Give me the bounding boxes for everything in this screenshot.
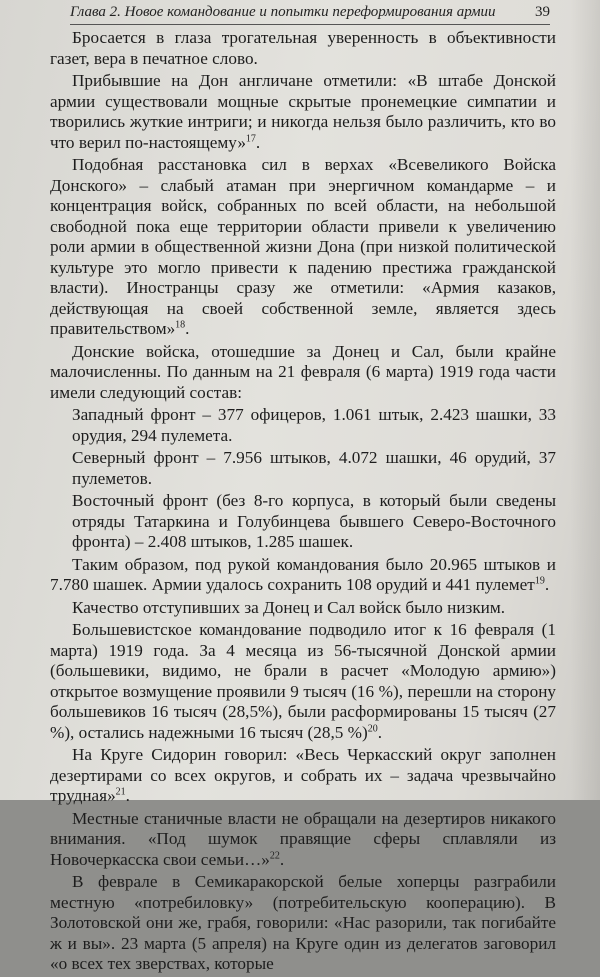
paragraph-text: Бросается в глаза трогательная уверенность в объективности газет, вера в печатное слово. <box>50 28 556 68</box>
paragraph <box>50 872 556 975</box>
paragraph-text: Восточный фронт (без 8-го корпуса, в который были сведены отряды Татаркина и Голубинцева бывшего Северо-Восточного фронта) – 2.408 штыков, 1.285 шашек. <box>72 491 556 551</box>
paragraph-text: Большевистское командование подводило итог к 16 февраля (1 марта) 1919 года. За 4 месяца из 56-тысячной Донской армии (большевики, видимо, не брали в расчет «Молодую армию») открытое возмущение проявили 9 тысяч (16 %), перешли на сторону большевиков 16 тысяч (28,5%), были расформированы 15 тысяч (27 %), остались надежными 16 тысяч (28,5 %) <box>50 620 556 742</box>
paragraph-text: Северный фронт – 7.956 штыков, 4.072 шашки, 46 орудий, 37 пулеметов. <box>72 448 556 488</box>
paragraph-text: Качество отступивших за Донец и Сал войск было низким. <box>72 597 506 617</box>
chapter-title: Глава 2. Новое командование и попытки переформирования армии <box>70 4 496 20</box>
paragraph: Таким образом, под рукой командования было 20.965 штыков и 7.780 шашек. Армии удалось сохранить 108 орудий и 441 пулемет$^{19}$. <box>50 554 556 594</box>
paragraph-text: Донские войска, отошедшие за Донец и Сал, были крайне малочисленны. По данным на 21 февраля (6 марта) 1919 года части имели следующий состав: <box>50 341 556 402</box>
paragraph-text: Таким образом, под рукой командования было 20.965 штыков и 7.780 шашек. Армии удалось сохранить 108 орудий и 441 пулемет <box>50 554 556 594</box>
paragraph <box>50 598 556 619</box>
paragraph: Большевистское командование подводило итог к 16 февраля (1 марта) 1919 года. За 4 месяца из 56-тысячной Донской армии (большевики, видимо, не брали в расчет «Молодую армию») открытое возмущение проявили 9 тысяч (16 %), перешли на сторону большевиков 16 тысяч (28,5%), были расформированы 15 тысяч (27 %), остались надежными 16 тысяч (28,5 %)$^{20}$. <box>50 620 556 742</box>
page-number: 39 <box>535 4 550 20</box>
paragraph-text: На Круге Сидорин говорил: «Весь Черкасский округ заполнен дезертирами со всех округов, и собрать их – задача чрезвычайно трудная» <box>50 745 556 805</box>
footnote-ref: 20 <box>367 722 378 734</box>
paragraph: Местные станичные власти не обращали на дезертиров никакого внимания. «Под шумок правящие сферы сплавляли из Новочеркасска свои семьи…»$^{22}$. <box>50 808 556 869</box>
paragraph-text: Прибывшие на Дон англичане отметили: «В штабе Донской армии существовали мощные скрытые пронемецкие симпатии и творились жуткие интриги; и никогда нельзя было различить, кто во что верил по-настоящему» <box>50 71 556 152</box>
paragraph <box>72 405 556 446</box>
footnote-ref: 22 <box>269 849 280 861</box>
paragraph <box>72 491 556 553</box>
footnote-ref: 17 <box>245 132 256 144</box>
footnote-ref: 21 <box>115 786 126 798</box>
paragraph-text: Западный фронт – 377 офицеров, 1.061 штык, 2.423 шашки, 33 орудия, 294 пулемета. <box>72 405 556 445</box>
paragraph: Прибывшие на Дон англичане отметили: «В штабе Донской армии существовали мощные скрытые пронемецкие симпатии и творились жуткие интриги; и никогда нельзя было различить, кто во что верил по-настоящему»$^{17}$. <box>50 71 556 152</box>
paragraph-text: Подобная расстановка сил в верхах «Всевеликого Войска Донского» – слабый атаман при энергичном командарме – и концентрация войск, собранных по всей области, на небольшой свободной пока еще территории области привели к увеличению роли армии в общественной жизни Дона (при низкой политической культуре это могло привести к падению престижа гражданской власти). Иностранцы сразу же отметили: «Армия казаков, действующая на своей собственной земле, является здесь правительством» <box>50 155 556 338</box>
paragraph-text: В феврале в Семикаракорской белые хоперцы разграбили местную «потребиловку» (потребительскую кооперацию). В Золотовской они же, грабя, говорили: «Нас разорили, так погибайте ж и вы». 23 марта (5 апреля) на Круге один из делегатов заговорил «о всех тех зверствах, которые <box>50 872 556 973</box>
paragraph <box>50 342 556 404</box>
footnote-ref: 18 <box>175 319 186 331</box>
paragraph <box>72 448 556 489</box>
page-shadow <box>570 0 600 800</box>
footnote-ref: 19 <box>534 575 545 587</box>
paragraph <box>50 28 556 69</box>
paragraph: На Круге Сидорин говорил: «Весь Черкасский округ заполнен дезертирами со всех округов, и собрать их – задача чрезвычайно трудная»$^{21}$. <box>50 745 556 805</box>
paragraph: Подобная расстановка сил в верхах «Всевеликого Войска Донского» – слабый атаман при энергичном командарме – и концентрация войск, собранных по всей области, на небольшой свободной пока еще территории области привели к увеличению роли армии в общественной жизни Дона (при низкой политической культуре это могло привести к падению престижа гражданской власти). Иностранцы сразу же отметили: «Армия казаков, действующая на своей собственной земле, является здесь правительством»$^{18}$. <box>50 155 556 338</box>
page-body <box>50 28 556 977</box>
running-header <box>70 4 550 25</box>
paragraph-text: Местные станичные власти не обращали на дезертиров никакого внимания. «Под шумок правящие сферы сплавляли из Новочеркасска свои семьи…» <box>50 808 556 869</box>
